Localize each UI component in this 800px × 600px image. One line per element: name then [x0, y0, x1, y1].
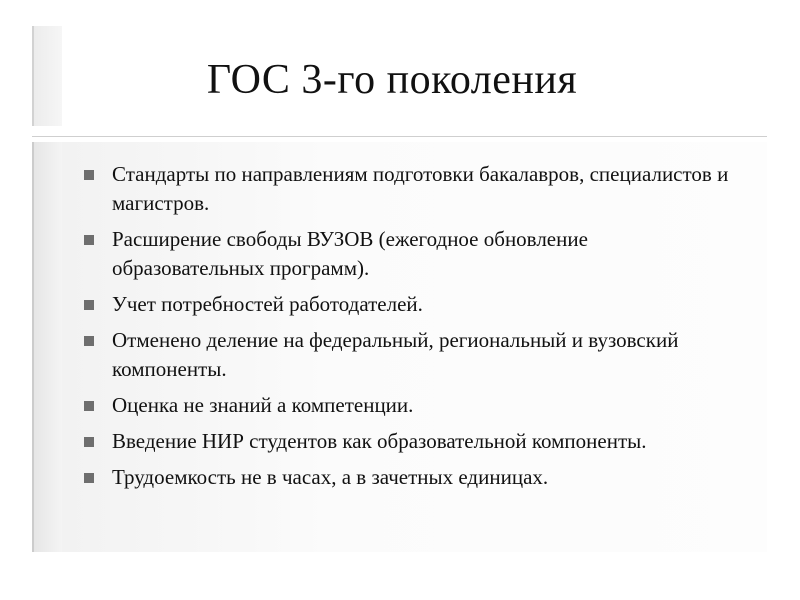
bullet-text: Расширение свободы ВУЗОВ (ежегодное обновление образовательных программ). [112, 227, 588, 280]
bullet-item [84, 326, 744, 384]
square-bullet-icon [84, 300, 94, 310]
bullet-item [84, 290, 744, 319]
bullet-item [84, 160, 744, 218]
square-bullet-icon [84, 170, 94, 180]
bullet-item [84, 427, 744, 456]
bullet-text: Стандарты по направлениям подготовки бакалавров, специалистов и магистров. [112, 162, 729, 215]
bullet-text: Отменено деление на федеральный, региональный и вузовский компоненты. [112, 328, 679, 381]
content-panel [32, 142, 767, 552]
bullet-item [84, 463, 744, 492]
bullet-text: Учет потребностей работодателей. [112, 292, 423, 316]
bullet-text: Трудоемкость не в часах, а в зачетных единицах. [112, 465, 549, 489]
bullet-item [84, 391, 744, 420]
bullet-text: Оценка не знаний а компетенции. [112, 393, 414, 417]
title-area [32, 26, 767, 136]
square-bullet-icon [84, 437, 94, 447]
bullet-item [84, 225, 744, 283]
bullet-list [84, 160, 744, 499]
title-divider [32, 136, 767, 137]
square-bullet-icon [84, 336, 94, 346]
bullet-text: Введение НИР студентов как образовательной компоненты. [112, 429, 647, 453]
square-bullet-icon [84, 401, 94, 411]
content-accent-bar [32, 142, 62, 552]
square-bullet-icon [84, 235, 94, 245]
slide-title: ГОС 3-го поколения [206, 57, 578, 103]
square-bullet-icon [84, 473, 94, 483]
